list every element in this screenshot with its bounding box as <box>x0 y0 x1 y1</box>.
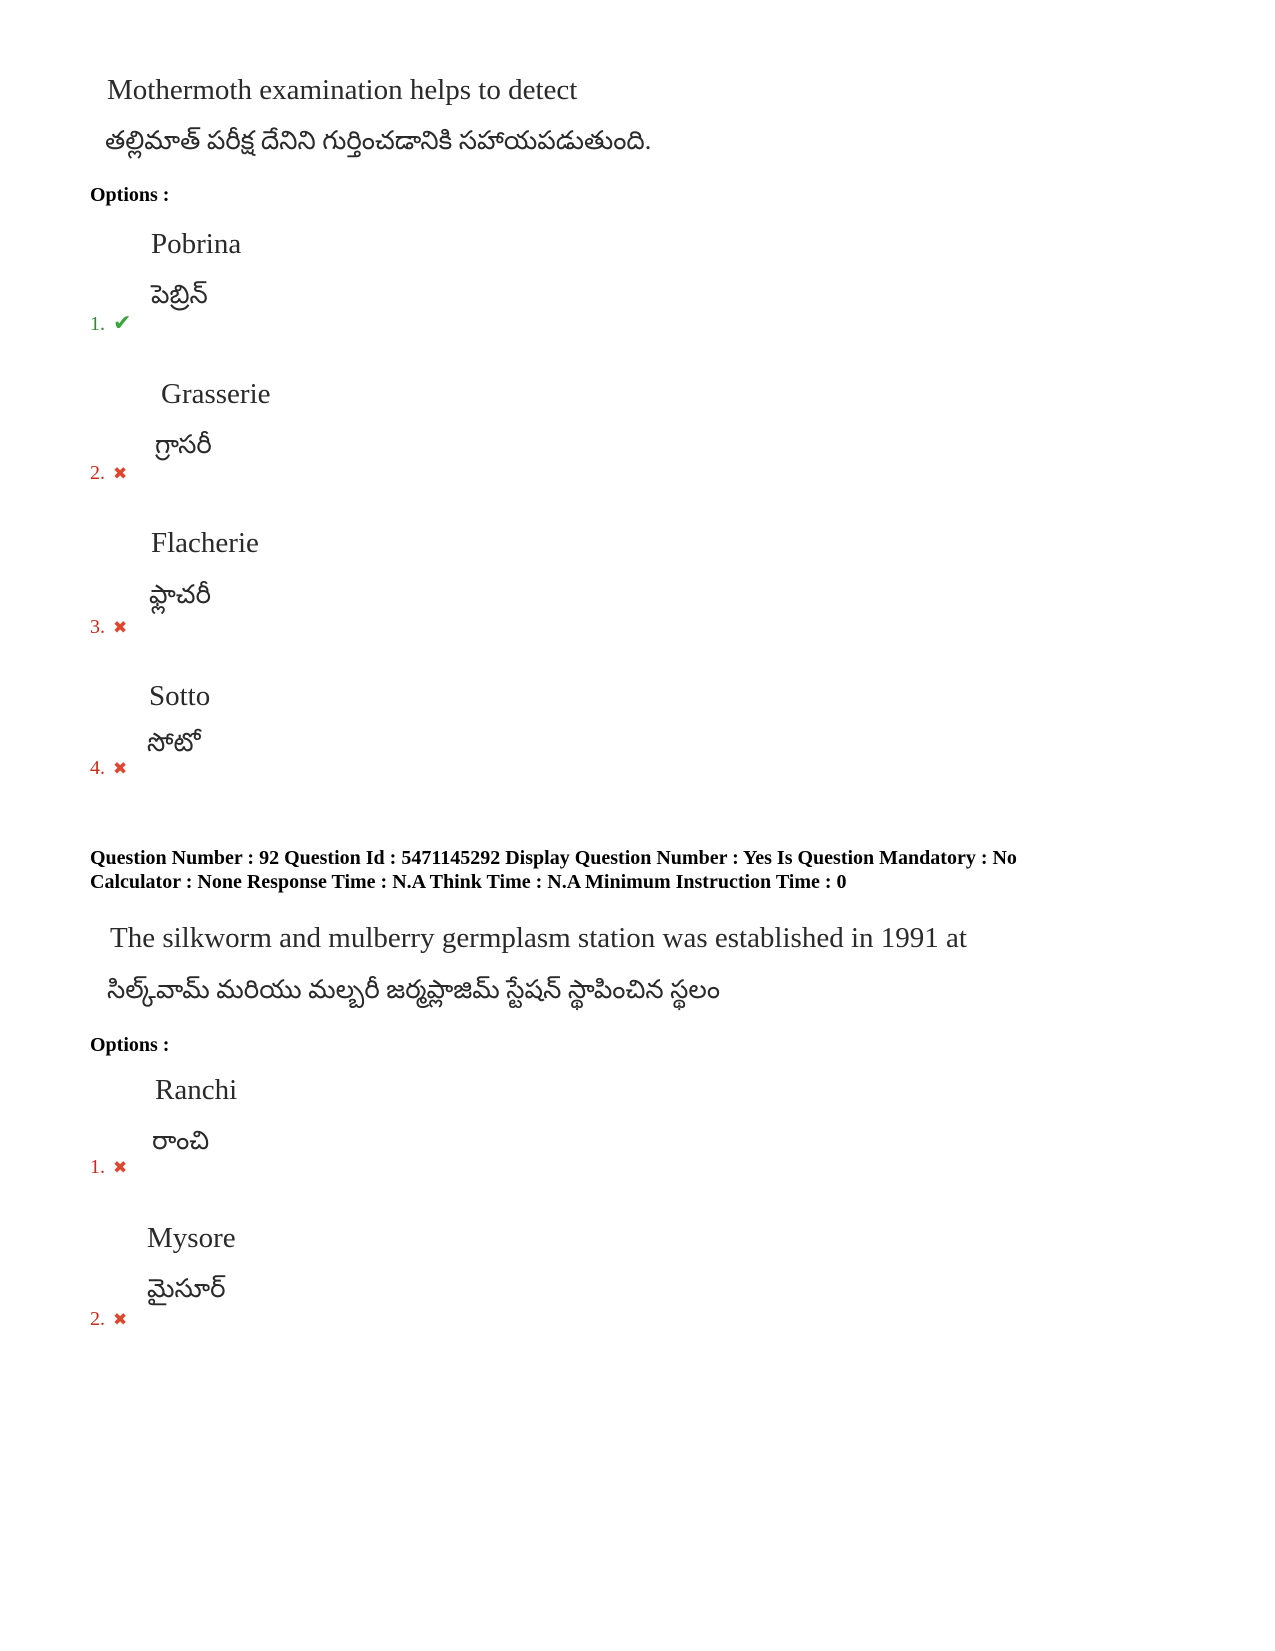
cross-icon: ✖ <box>113 618 128 637</box>
option-text-en: Mysore <box>147 1222 236 1254</box>
option-text-en: Pobrina <box>151 228 242 260</box>
option-text-te: పెబ్రిన్ <box>151 280 208 309</box>
option-number <box>90 1308 127 1331</box>
option-text-en: Sotto <box>149 680 211 712</box>
question-meta-line-1: Question Number : 92 Question Id : 5471145292 Display Question Number : Yes Is Question Mandatory : No <box>90 847 1017 869</box>
cross-icon: ✖ <box>113 1310 128 1329</box>
cross-icon: ✖ <box>113 464 128 483</box>
cross-icon: ✖ <box>113 759 128 778</box>
option-number-label: 1. <box>90 313 105 335</box>
option-text-en: Flacherie <box>151 527 259 559</box>
question-meta-line-2: Calculator : None Response Time : N.A Think Time : N.A Minimum Instruction Time : 0 <box>90 871 847 893</box>
option-number <box>90 757 127 780</box>
option-number <box>90 616 127 639</box>
option-number <box>90 462 127 485</box>
option-number-label: 4. <box>90 757 105 779</box>
option-text-te: ఫ్లాచరీ <box>149 580 211 609</box>
question-text-en: The silkworm and mulberry germplasm station was established in 1991 at <box>110 922 967 954</box>
option-number <box>90 310 131 336</box>
check-icon: ✔ <box>113 310 132 335</box>
option-text-te: గ్రాసరీ <box>155 430 212 459</box>
option-text-en: Grasserie <box>161 378 271 410</box>
question-text-en: Mothermoth examination helps to detect <box>107 74 578 106</box>
option-number-label: 2. <box>90 462 105 484</box>
option-number <box>90 1156 127 1179</box>
option-text-te: మైసూర్ <box>147 1274 226 1303</box>
option-text-te: సోటో <box>147 728 201 757</box>
options-heading: Options : <box>90 1034 170 1056</box>
question-text-te: సిల్క్‌వామ్ మరియు మల్బరీ జర్మప్లాజిమ్ స్టేషన్ స్థాపించిన స్థలం <box>107 975 721 1004</box>
cross-icon: ✖ <box>113 1158 128 1177</box>
question-text-te: తల్లిమాత్ పరీక్ష దేనిని గుర్తించడానికి సహాయపడుతుంది. <box>105 126 652 155</box>
option-number-label: 1. <box>90 1156 105 1178</box>
option-number-label: 3. <box>90 616 105 638</box>
options-heading: Options : <box>90 184 170 206</box>
option-text-en: Ranchi <box>155 1074 238 1106</box>
option-number-label: 2. <box>90 1308 105 1330</box>
option-text-te: రాంచి <box>152 1126 210 1155</box>
